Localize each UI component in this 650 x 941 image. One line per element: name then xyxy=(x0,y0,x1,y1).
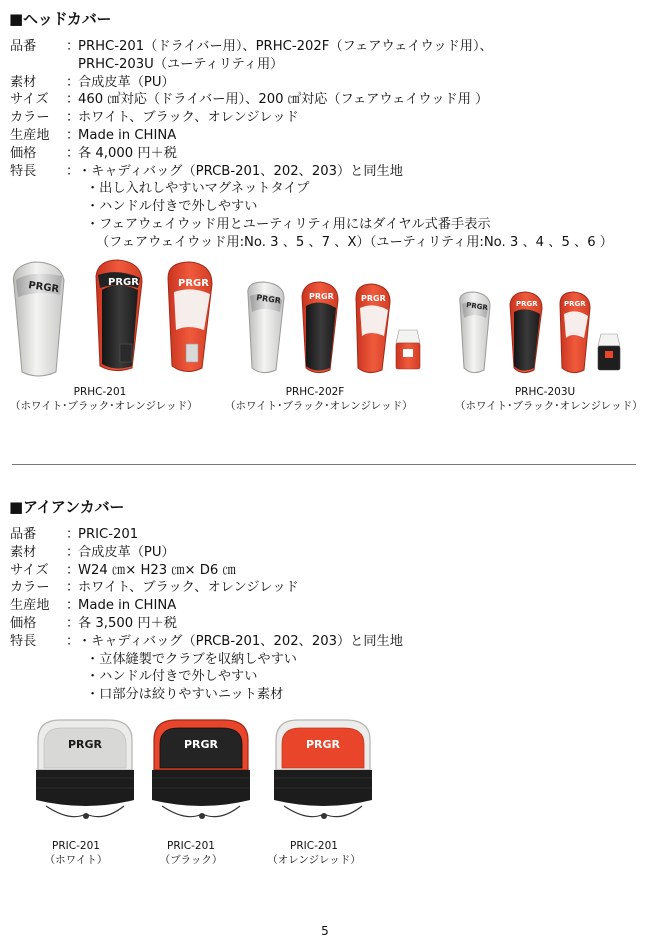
spec-value: Made in CHINA xyxy=(78,598,177,614)
caption-colors: （ホワイト･ブラック･オレンジレッド） xyxy=(455,399,643,412)
spec-label: 価格 xyxy=(10,145,37,161)
spec-sep: ： xyxy=(66,527,80,542)
caption-pric-201-red xyxy=(259,840,369,867)
spec-sep: ： xyxy=(66,163,80,179)
feature-item: ・ハンドル付きで外しやすい xyxy=(86,199,258,215)
prgr-logo: PRGR xyxy=(178,278,209,289)
spec-label: 生産地 xyxy=(10,598,50,614)
feature-item: ・ハンドル付きで外しやすい xyxy=(86,669,258,685)
prgr-logo: PRGR xyxy=(255,293,282,306)
feature-item: ・口部分は絞りやすいニット素材 xyxy=(86,687,284,703)
spec-sep: ： xyxy=(66,92,80,108)
spec-sep: ： xyxy=(66,544,80,560)
spec-sep: ： xyxy=(66,580,80,596)
spec-label: カラー xyxy=(10,110,50,126)
prgr-logo: PRGR xyxy=(306,738,341,751)
spec-value: 合成皮革（PU） xyxy=(78,74,175,90)
page-number: 5 xyxy=(321,924,329,938)
spec-value: 合成皮革（PU） xyxy=(78,544,175,560)
spec-value: ホワイト、ブラック、オレンジレッド xyxy=(78,110,299,126)
caption-model: PRHC-203U xyxy=(514,386,576,398)
feature-item: ・立体縫製でクラブを収納しやすい xyxy=(86,651,297,667)
spec-value: W24 ㎝× H23 ㎝× D6 ㎝ xyxy=(78,562,236,578)
prgr-logo: PRGR xyxy=(108,277,139,288)
caption-colors: （ホワイト･ブラック･オレンジレッド） xyxy=(225,399,413,412)
iron-cover-section-title: ■アイアンカバー xyxy=(9,498,125,516)
prgr-logo: PRGR xyxy=(564,300,586,308)
caption-model: PRHC-202F xyxy=(285,386,345,398)
pric-201-red-cover xyxy=(274,720,372,819)
spec-value: 各 3,500 円＋税 xyxy=(78,615,177,631)
spec-sep: ： xyxy=(66,39,80,54)
spec-sep: ： xyxy=(66,110,80,126)
spec-value: PRHC-201（ドライバー用）、PRHC-202F（フェアウェイウッド用）、 xyxy=(78,39,493,54)
prgr-logo: PRGR xyxy=(27,280,60,296)
spec-value: ホワイト、ブラック、オレンジレッド xyxy=(78,580,299,596)
feature-item: ・出し入れしやすいマグネットタイプ xyxy=(86,181,310,197)
prgr-logo: PRGR xyxy=(516,300,538,308)
caption-colors: （ブラック） xyxy=(159,853,223,866)
spec-label: 素材 xyxy=(10,74,37,90)
spec-value: ・キャディバッグ（PRCB-201、202、203）と同生地 xyxy=(78,163,403,179)
caption-model: PRIC-201 xyxy=(52,840,100,852)
spec-sep: ： xyxy=(66,74,80,90)
spec-label: サイズ xyxy=(10,92,49,108)
spec-value: ・キャディバッグ（PRCB-201、202、203）と同生地 xyxy=(78,633,403,649)
spec-sep: ： xyxy=(66,145,80,161)
prgr-logo: PRGR xyxy=(309,292,334,301)
head-cover-section-title: ■ヘッドカバー xyxy=(9,10,112,28)
caption-model: PRIC-201 xyxy=(167,840,215,852)
spec-label: 特長 xyxy=(10,163,37,179)
spec-value: Made in CHINA xyxy=(78,127,177,143)
spec-label: 品番 xyxy=(10,527,37,542)
spec-label: 価格 xyxy=(10,615,37,631)
spec-value: PRIC-201 xyxy=(78,527,139,542)
prgr-logo: PRGR xyxy=(465,301,489,312)
spec-label: 生産地 xyxy=(10,127,50,143)
spec-label: 品番 xyxy=(10,39,37,54)
spec-value: 各 4,000 円＋税 xyxy=(78,145,177,161)
spec-value: 460 ㎤対応（ドライバー用）、200 ㎤対応（フェアウェイウッド用 ） xyxy=(78,92,489,108)
spec-sep: ： xyxy=(66,598,80,614)
spec-sep: ： xyxy=(66,127,80,143)
pric-201-white-cover xyxy=(36,720,134,819)
caption-colors: （ホワイト･ブラック･オレンジレッド） xyxy=(10,399,198,412)
prgr-logo: PRGR xyxy=(361,294,386,303)
feature-note: （フェアウェイウッド用:No. 3 、5 、7 、X）（ユーティリティ用:No. 3 、4 、5 、6 ） xyxy=(96,234,613,250)
caption-model: PRIC-201 xyxy=(290,840,338,852)
caption-colors: （ホワイト） xyxy=(44,853,108,866)
spec-model-continuation: PRHC-203U（ユーティリティ用） xyxy=(78,56,284,72)
pric-201-black-cover xyxy=(152,720,250,819)
spec-label: サイズ xyxy=(10,562,49,578)
feature-item: ・フェアウェイウッド用とユーティリティ用にはダイヤル式番手表示 xyxy=(86,216,491,232)
caption-colors: （オレンジレッド） xyxy=(267,853,361,866)
prgr-logo: PRGR xyxy=(184,738,219,751)
spec-label: カラー xyxy=(10,580,50,596)
spec-label: 特長 xyxy=(10,633,37,649)
spec-label: 素材 xyxy=(10,544,37,560)
prgr-logo: PRGR xyxy=(68,738,103,751)
spec-sep: ： xyxy=(66,633,80,649)
spec-sep: ： xyxy=(66,615,80,631)
caption-model: PRHC-201 xyxy=(73,386,127,398)
caption-pric-201-white xyxy=(26,840,126,867)
spec-sep: ： xyxy=(66,562,80,578)
caption-pric-201-black xyxy=(141,840,241,867)
